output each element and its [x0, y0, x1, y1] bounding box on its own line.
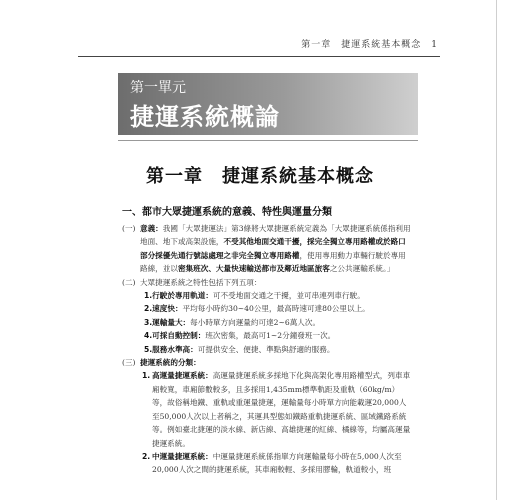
paragraph-number: (二) [122, 277, 136, 287]
item-label: 中運量捷運系統： [152, 451, 213, 461]
item-text: 高運量捷運系統多採地下化與高架化專用路權型式，列車車廂較寬，車廂節數較多，且多採用1,435mm標準軌距及重軌（60kg/m）等，故俗稱地鐵、重軌或重運量捷運，運輸量每小時單方向能載運20,000人至50,000人次以上者稱之，其運具型態如鐵路重軌捷運系統、區域鐵路系統等。例如臺北捷運的淡水線、新店線、高雄捷運的紅線、橘線等，均屬高運量捷運系統。 [152, 371, 411, 448]
item-label: 高運量捷運系統： [152, 371, 213, 381]
paragraph-definition [122, 222, 412, 276]
list-item [144, 343, 412, 356]
item-text: 中運量捷運系統係指單方向運輸量每小時在5,000人次至20,000人次之間的捷運系統，其車廂較輕、多採用膠輪，軌道較小，班 [152, 451, 402, 475]
list-item [144, 316, 412, 329]
classification-intro: 捷運系統的分類： [140, 358, 201, 368]
list-item [142, 369, 412, 449]
item-text: 可提供安全、便捷、準點與舒適的服務。 [197, 344, 335, 354]
definition-text-2: ，使用專用動力車輛行駛於專用路線，並以 [140, 250, 406, 274]
definition-text-3: 之公共運輸系統。」 [329, 264, 395, 274]
item-number: 2. [142, 451, 151, 461]
definition-emphasis: 不受其他地面交通干擾，採完全獨立專用路權或於路口部分採優先通行號誌處理之非完全獨立專用路權 [140, 237, 406, 260]
item-text: 可不受地面交通之干擾，並可串連列車行駛。 [212, 291, 365, 301]
item-text: 每小時單方向運量約可達2~6萬人次。 [190, 317, 321, 327]
characteristics-list [122, 289, 412, 356]
list-item [144, 302, 412, 315]
definition-emphasis-2: 密集班次、大量快速輸送都市及鄰近地區旅客 [177, 264, 330, 274]
item-label: 2.速度快： [144, 304, 183, 314]
page-gutter [496, 0, 497, 500]
item-number: 1. [142, 371, 151, 381]
banner-underline [118, 140, 418, 141]
item-label: 4.可採自動控制： [144, 331, 206, 341]
item-label: 5.服務水準高： [144, 344, 198, 354]
unit-label: 第一單元 [130, 80, 186, 96]
paragraph-number: (一) [122, 224, 136, 233]
running-header: 第一章 捷運系統基本概念 1 [301, 40, 438, 50]
item-label: 3.運輸量大： [144, 317, 191, 327]
body-text [122, 222, 412, 477]
item-text: 班次密集，最高可1~2分鐘發班一次。 [205, 331, 336, 341]
list-item [142, 450, 412, 477]
header-rule [78, 56, 440, 57]
item-label: 1.行駛於專用軌道： [144, 291, 213, 301]
unit-banner [118, 73, 418, 135]
definition-text: 我國「大眾捷運法」第3條將大眾捷運系統定義為「大眾捷運系統係指利用地面、地下或高架設施， [140, 224, 411, 247]
section-heading: 一、都市大眾捷運系統的意義、特性與運量分類 [122, 207, 332, 218]
term-label: 意義： [140, 224, 163, 233]
chapter-title: 第一章 捷運系統基本概念 [146, 166, 374, 187]
item-text: 平均每小時約30~40公里，最高時速可達80公里以上。 [182, 304, 370, 314]
paragraph-number: (三) [122, 358, 136, 368]
characteristics-intro: 大眾捷運系統之特性包括下列五項： [140, 277, 262, 287]
paragraph-classification [122, 356, 412, 369]
unit-title: 捷運系統概論 [130, 103, 280, 131]
classification-list [122, 369, 412, 476]
list-item [144, 289, 412, 302]
list-item [144, 329, 412, 342]
paragraph-characteristics [122, 276, 412, 289]
